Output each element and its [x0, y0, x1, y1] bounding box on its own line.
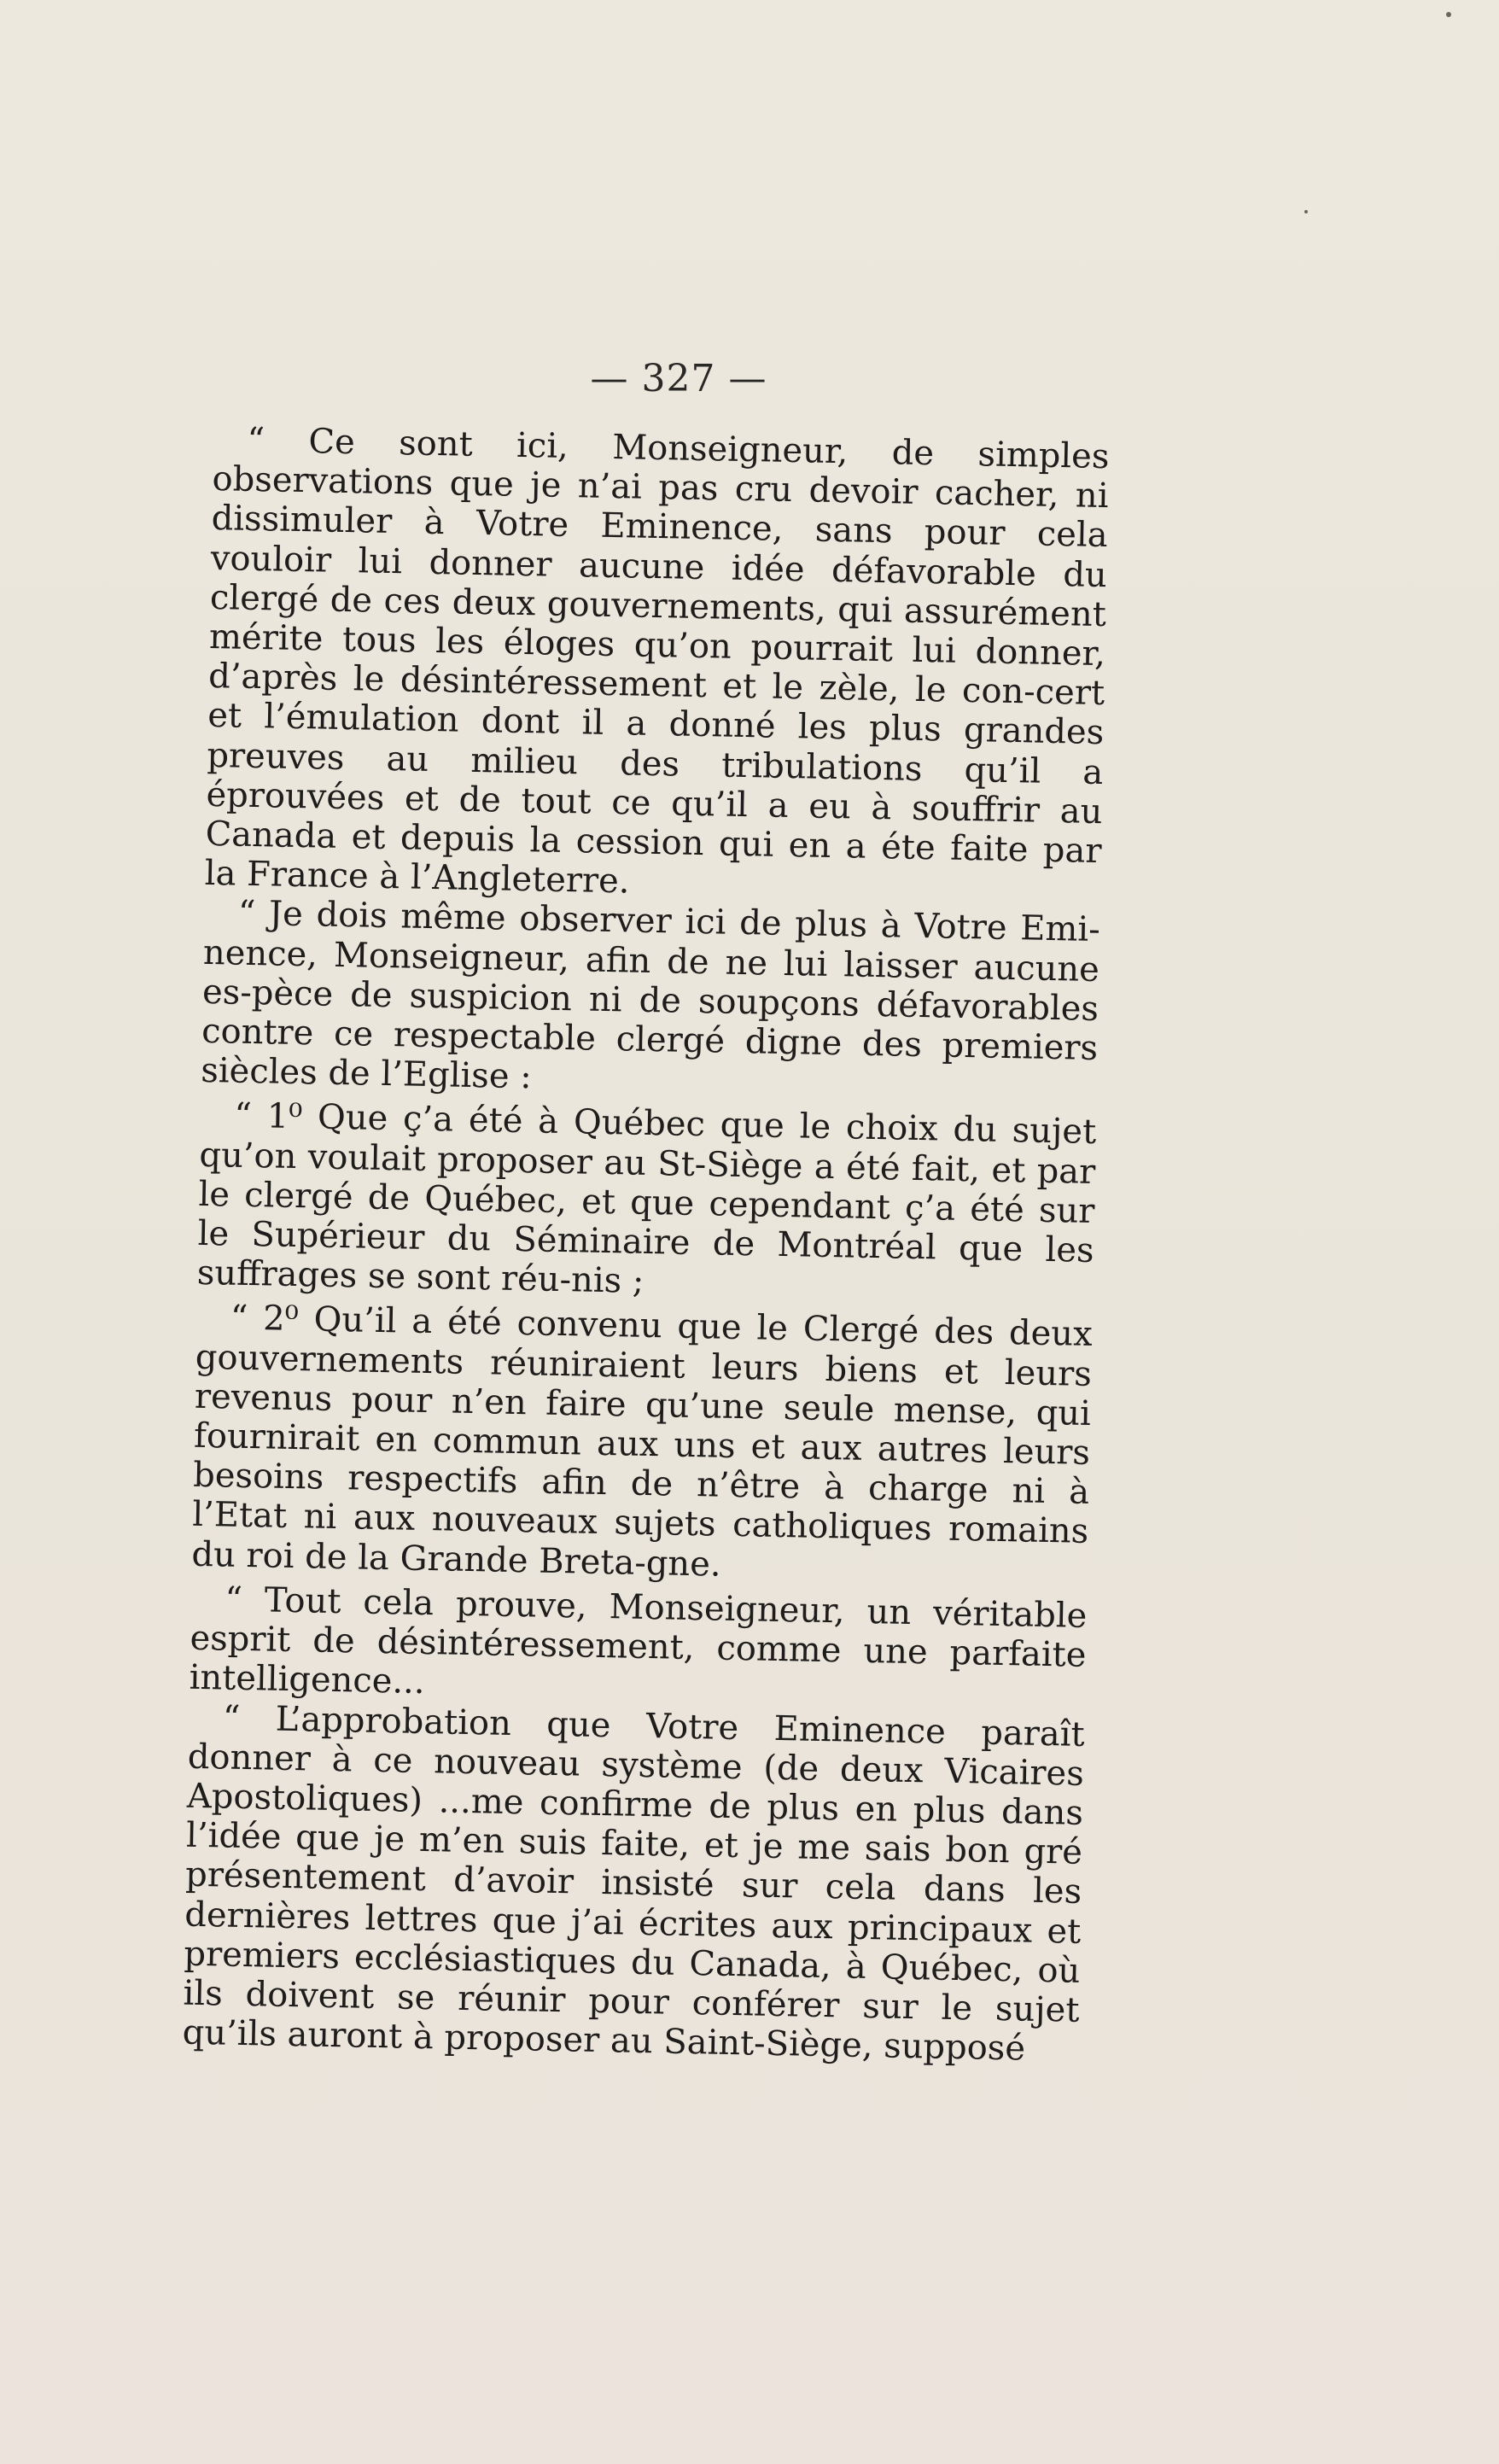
paper-speck [1304, 210, 1308, 213]
paragraph: “ 2⁰ Qu’il a été convenu que le Clergé des deux gouvernements réuniraient leurs biens et leurs revenus pour n’en faire qu’une seule mense, qui fournirait en commun aux uns et aux autres leurs besoins respectifs afin de n’être à charge ni à l’Etat ni aux nouveaux sujets catholiques romains du roi de la Grande Breta-gne. [191, 1299, 1094, 1585]
page-number: — 327 — [590, 357, 767, 400]
paragraph: “ L’approbation que Votre Eminence paraît donner à ce nouveau système (de deux Vicaires Apostoliques) ...me confirme de plus en plus dans l’idée que je m’en suis faite, et je me sais bon gré présentement d’avoir insisté sur cela dans les dernières lettres que j’ai écrites aux principaux et premiers ecclésiastiques du Canada, à Québec, où ils doivent se réunir pour conférer sur le sujet qu’ils auront à proposer au Saint-Siège, supposé [182, 1697, 1086, 2069]
paragraph: “ Ce sont ici, Monseigneur, de simples observations que je n’ai pas cru devoir cacher, ni dissimuler à Votre Eminence, sans pour cela vouloir lui donner aucune idée défavorable du clergé de ces deux gouvernements, qui assurément mérite tous les éloges qu’on pourrait lui donner, d’après le désintéressement et le zèle, le con-cert et l’émulation dont il a donné les plus grandes preuves au milieu des tribulations qu’il a éprouvées et de tout ce qu’il a eu à souffrir au Canada et depuis la cession qui en a éte faite par la France à l’Angleterre. [204, 420, 1110, 902]
paragraph: “ Je dois même observer ici de plus à Votre Emi-nence, Monseigneur, afin de ne lui laisser aucune es-pèce de suspicion ni de soupçons défavorables contre ce respectable clergé digne des premiers siècles de l’Eglise : [200, 894, 1101, 1097]
paper-speck [1446, 12, 1451, 17]
paragraph: “ Tout cela prouve, Monseigneur, un véritable esprit de désintéressement, comme une parfaite intelligence... [189, 1579, 1088, 1702]
paragraph: “ 1⁰ Que ç’a été à Québec que le choix du sujet qu’on voulait proposer au St-Siège a été fait, et par le clergé de Québec, et que cependant ç’a été sur le Supérieur du Séminaire de Montréal que les suffrages se sont réu-nis ; [196, 1096, 1097, 1302]
body-text [182, 420, 1110, 2070]
